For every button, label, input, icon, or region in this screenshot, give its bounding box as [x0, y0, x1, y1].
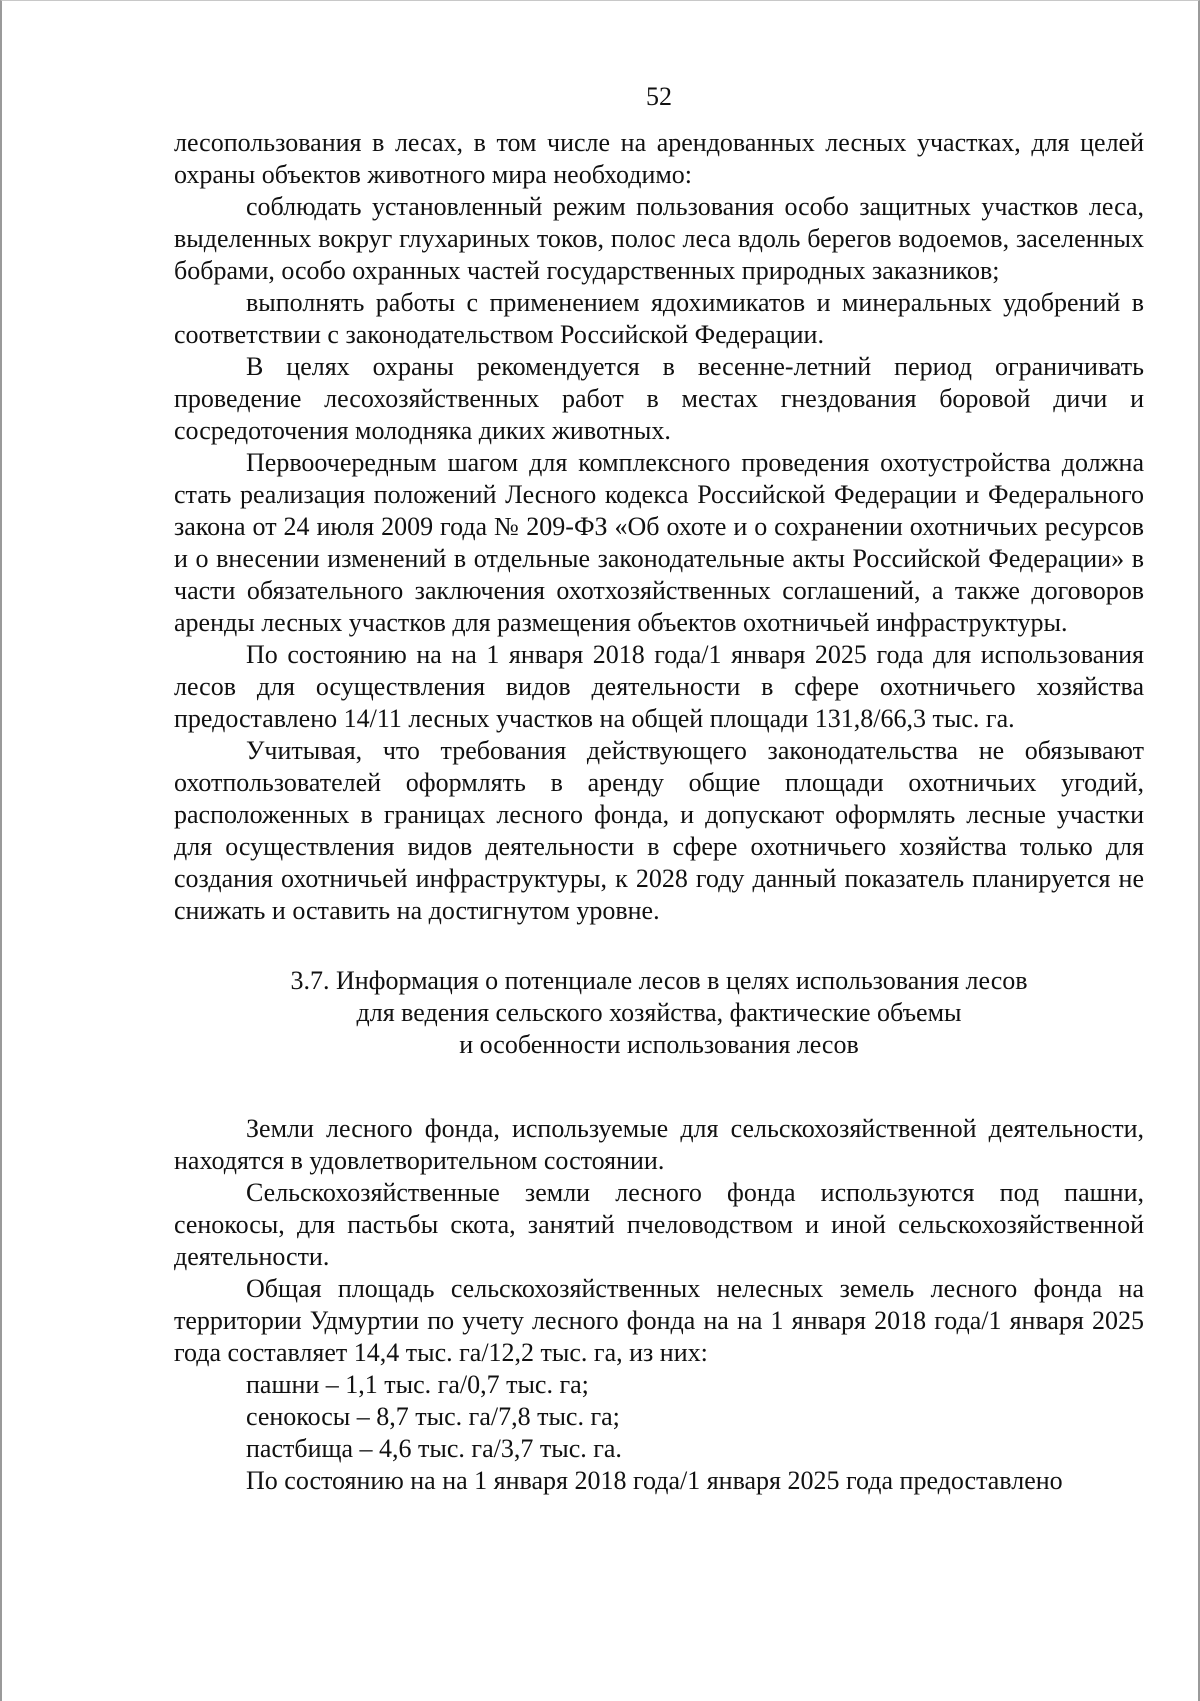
- paragraph-total-area: Общая площадь сельскохозяйственных нелесных земель лесного фонда на территории Удмуртии по учету лесного фонда на на 1 января 2018 года/1 января 2025 года составляет 14,4 тыс. га/12,2 тыс. га, из них:: [174, 1274, 1144, 1367]
- list-item-arable: пашни – 1,1 тыс. га/0,7 тыс. га;: [246, 1370, 589, 1399]
- section-heading-line-1: 3.7. Информация о потенциале лесов в целях использования лесов: [290, 966, 1028, 995]
- page-content: [174, 81, 1144, 1497]
- paragraph-special-protection: соблюдать установленный режим пользования особо защитных участков леса, выделенных вокруг глухариных токов, полос леса вдоль берегов водоемов, заселенных бобрами, особо охранных частей государственных природных заказников;: [174, 192, 1144, 285]
- list-item-pastures: пастбища – 4,6 тыс. га/3,7 тыс. га.: [246, 1434, 622, 1463]
- section-heading-line-2: для ведения сельского хозяйства, фактические объемы: [356, 998, 962, 1027]
- paragraph-land-usage: Сельскохозяйственные земли лесного фонда используются под пашни, сенокосы, для пастьбы скота, занятий пчеловодством и иной сельскохозяйственной деятельности.: [174, 1178, 1144, 1271]
- section-heading: [174, 965, 1144, 1061]
- paragraph-land-condition: Земли лесного фонда, используемые для сельскохозяйственной деятельности, находятся в удовлетворительном состоянии.: [174, 1114, 1144, 1175]
- paragraph-continuation: лесопользования в лесах, в том числе на арендованных лесных участках, для целей охраны объектов животного мира необходимо:: [174, 128, 1144, 189]
- paragraph-legislation: Учитывая, что требования действующего законодательства не обязывают охотпользователей оформлять в аренду общие площади охотничьих угодий, расположенных в границах лесного фонда, и допускают оформлять лесные участки для осуществления видов деятельности в сфере охотничьего хозяйства только для создания охотничьей инфраструктуры, к 2028 году данный показатель планируется не снижать и оставить на достигнутом уровне.: [174, 736, 1144, 925]
- paragraph-hunting-plots: По состоянию на на 1 января 2018 года/1 января 2025 года для использования лесов для осуществления видов деятельности в сфере охотничьего хозяйства предоставлено 14/11 лесных участков на общей площади 131,8/66,3 тыс. га.: [174, 640, 1144, 733]
- page-number: 52: [646, 82, 672, 111]
- section-heading-line-3: и особенности использования лесов: [459, 1030, 859, 1059]
- paragraph-spring-restrictions: В целях охраны рекомендуется в весенне-летний период ограничивать проведение лесохозяйственных работ в местах гнездования боровой дичи и сосредоточения молодняка диких животных.: [174, 352, 1144, 445]
- paragraph-chemicals: выполнять работы с применением ядохимикатов и минеральных удобрений в соответствии с законодательством Российской Федерации.: [174, 288, 1144, 349]
- list-item-hayfields: сенокосы – 8,7 тыс. га/7,8 тыс. га;: [246, 1402, 620, 1431]
- paragraph-hunting-arrangement: Первоочередным шагом для комплексного проведения охотустройства должна стать реализация положений Лесного кодекса Российской Федерации и Федерального закона от 24 июля 2009 года № 209-ФЗ «Об охоте и о сохранении охотничьих ресурсов и о внесении изменений в отдельные законодательные акты Российской Федерации» в части обязательного заключения охотхозяйственных соглашений, а также договоров аренды лесных участков для размещения объектов охотничьей инфраструктуры.: [174, 448, 1144, 637]
- paragraph-provided: По состоянию на на 1 января 2018 года/1 января 2025 года предоставлено: [246, 1466, 1063, 1495]
